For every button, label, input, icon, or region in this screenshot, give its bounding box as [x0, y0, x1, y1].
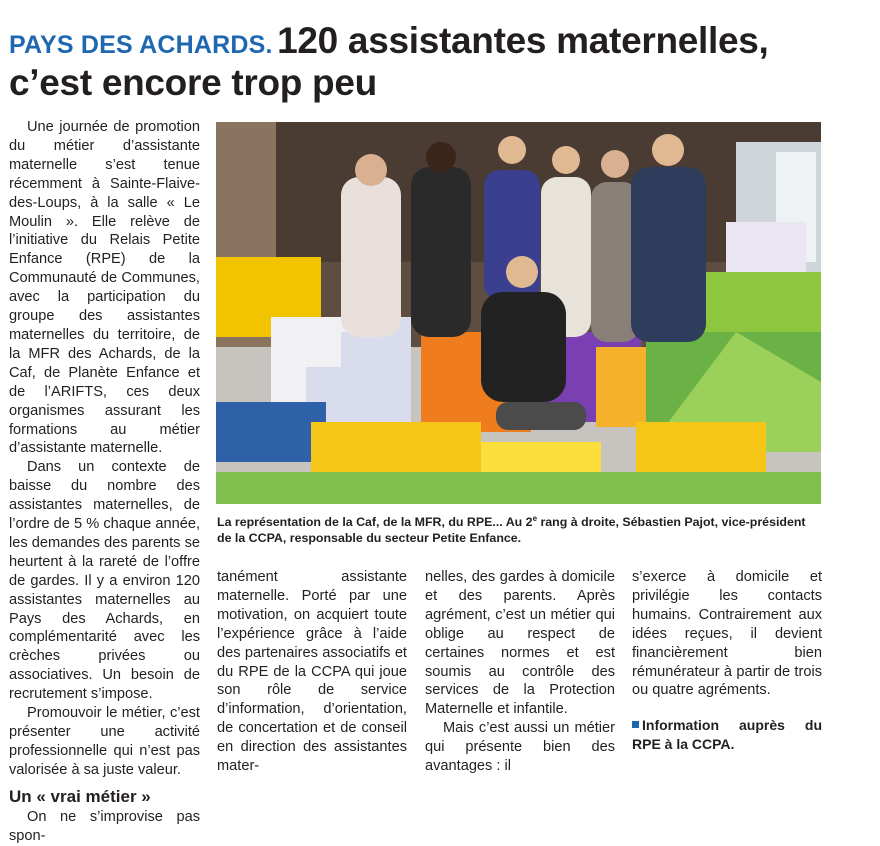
paragraph: Une journée de promotion du métier d’assistante maternelle s’est tenue récemment à Sainte-Flaive-des-Loups, à la salle « Le Moulin ». Elle relève de l’initiative du Relais Petite Enfance (RPE) de la Communauté de Communes, avec la participation du groupe des assistantes maternelles du territoire, de la MFR des Achards, de la Caf, de Planète Enfance et de l’ARIFTS, ces deux organismes assurant les formations au métier d’assistante maternelle. — [9, 119, 200, 457]
paragraph: Promouvoir le métier, c’est présenter une activité professionnelle qui n’est pas valorisée à sa juste valeur. — [9, 705, 200, 778]
article-column-1 — [9, 118, 200, 846]
photo-illustration — [216, 122, 821, 504]
article-column-4 — [632, 568, 822, 754]
headline-title-line2: c’est encore trop peu — [9, 62, 377, 103]
paragraph: nelles, des gardes à domicile et des parents. Après agrément, c’est un métier qui oblige au respect de certaines normes et est soumis au contrôle des services de la Protection Maternelle et infantile. — [425, 569, 615, 718]
square-bullet-icon — [632, 721, 639, 728]
headline-title-line1: 120 assistantes maternelles, — [277, 20, 769, 61]
info-note — [632, 716, 822, 754]
paragraph: tanément assistante maternelle. Porté par une motivation, on acquiert toute l’expérience grâce à l’aide des partenaires associatifs et du RPE de la CCPA qui joue son rôle de service d’information, d’orientation, de concertation et de conseil en direction des assistantes mater- — [217, 569, 407, 775]
article-headline — [9, 20, 869, 104]
caption-text-part2: rang à droite, Sébastien Pajot, vice-président de la CCPA, responsable du secteur Petite Enfance. — [217, 515, 806, 546]
info-text: Information auprès du RPE à la CCPA. — [632, 717, 822, 753]
paragraph: s’exerce à domicile et privilégie les contacts humains. Contrairement aux idées reçues, il devient financièrement bien rémunérateur à partir de trois ou quatre agréments. — [632, 569, 822, 699]
caption-text-part1: La représentation de la Caf, de la MFR, du RPE... Au 2 — [217, 515, 533, 530]
article-column-3 — [425, 568, 615, 776]
article-photo — [216, 122, 821, 504]
paragraph: Mais c’est aussi un métier qui présente bien des avantages : il — [425, 720, 615, 775]
paragraph: On ne s’improvise pas spon- — [9, 808, 200, 844]
photo-caption — [217, 511, 821, 546]
subheading: Un « vrai métier » — [9, 786, 151, 806]
caption-superscript: e — [532, 514, 538, 523]
headline-kicker: PAYS DES ACHARDS. — [9, 31, 273, 59]
paragraph: Dans un contexte de baisse du nombre des assistantes maternelles, de l’ordre de 5 % chaque année, les demandes des parents se heurtent à la rareté de l’offre de gardes. Il y a environ 120 assistantes maternelles au Pays des Achards, en complémentarité avec les crèches privées ou associatives. Un besoin de recrutement s’impose. — [9, 459, 200, 703]
article-column-2 — [217, 568, 407, 776]
